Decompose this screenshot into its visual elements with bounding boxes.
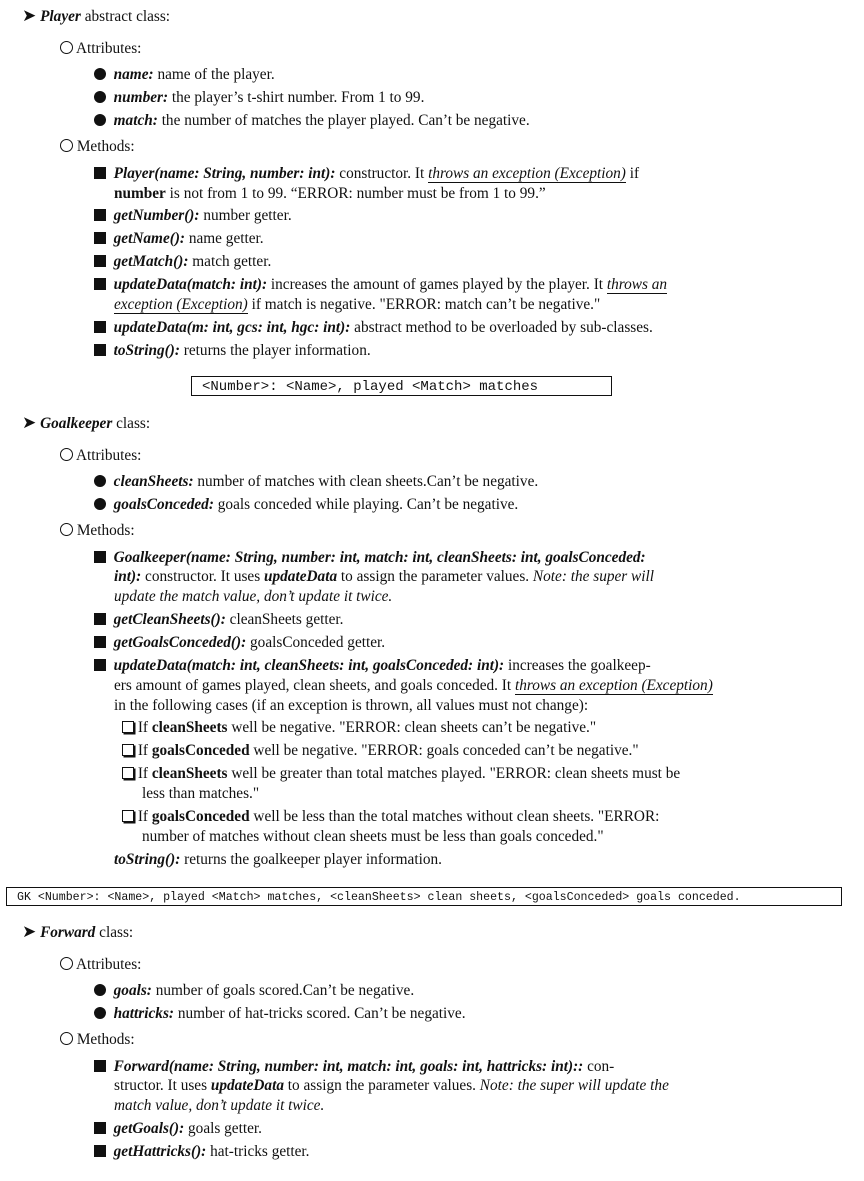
hollow-circle-icon (60, 139, 73, 152)
hollow-square-icon (122, 721, 134, 733)
player-method-getmatch: getMatch(): match getter. (94, 252, 271, 272)
hollow-circle-icon (60, 957, 73, 970)
forward-method-constructor-cont: structor. It uses updateData to assign the parameter values. Note: the super will update the (114, 1077, 669, 1094)
goalkeeper-condition-3: If cleanSheets well be greater than total matches played. "ERROR: clean sheets must be (122, 764, 680, 784)
player-attr-match: match: the number of matches the player played. Can’t be negative. (94, 111, 530, 131)
hollow-circle-icon (60, 1032, 73, 1045)
player-method-updatedata-cont: exception (Exception) if match is negative. "ERROR: match can’t be negative." (114, 296, 601, 313)
player-method-updatedata: updateData(match: int): increases the amount of games played by the player. It throws an (94, 275, 667, 295)
forward-method-gethattricks: getHattricks(): hat-tricks getter. (94, 1142, 310, 1162)
forward-attr-hattricks: hattricks: number of hat-tricks scored. Can’t be negative. (94, 1004, 466, 1024)
square-bullet-icon (94, 167, 106, 179)
player-method-constructor: Player(name: String, number: int): constructor. It throws an exception (Exception) if (94, 164, 639, 184)
arrow-icon: ➤ (22, 922, 37, 942)
goalkeeper-method-updatedata-line3: in the following cases (if an exception is thrown, all values must not change): (114, 697, 589, 714)
square-bullet-icon (94, 613, 106, 625)
player-attr-number: number: the player’s t-shirt number. From 1 to 99. (94, 88, 424, 108)
forward-method-constructor-note: match value, don’t update it twice. (114, 1097, 325, 1114)
goalkeeper-method-tostring: toString(): returns the goalkeeper player information. (114, 851, 442, 868)
goalkeeper-tostring-format: GK <Number>: <Name>, played <Match> matches, <cleanSheets> clean sheets, <goalsConceded> goals conceded. (6, 887, 842, 906)
bullet-icon (94, 498, 106, 510)
goalkeeper-method-updatedata: updateData(match: int, cleanSheets: int, goalsConceded: int): increases the goalkeep- (94, 656, 651, 676)
bullet-icon (94, 68, 106, 80)
square-bullet-icon (94, 255, 106, 267)
bullet-icon (94, 1007, 106, 1019)
player-method-getnumber: getNumber(): number getter. (94, 206, 292, 226)
square-bullet-icon (94, 1060, 106, 1072)
hollow-circle-icon (60, 41, 73, 54)
forward-heading: ➤ Forward class: (22, 922, 134, 942)
goalkeeper-condition-4: If goalsConceded well be less than the total matches without clean sheets. "ERROR: (122, 807, 659, 827)
square-bullet-icon (94, 232, 106, 244)
hollow-circle-icon (60, 448, 73, 461)
forward-attr-goals: goals: number of goals scored.Can’t be negative. (94, 981, 414, 1001)
forward-methods-label: Methods: (60, 1030, 135, 1050)
player-heading: ➤ Player abstract class: (22, 6, 171, 26)
bullet-icon (94, 114, 106, 126)
hollow-square-icon (122, 810, 134, 822)
goalkeeper-method-getcleansheets: getCleanSheets(): cleanSheets getter. (94, 610, 344, 630)
player-method-tostring: toString(): returns the player information. (94, 341, 371, 361)
forward-attributes-label: Attributes: (60, 955, 141, 975)
goalkeeper-method-updatedata-line2: ers amount of games played, clean sheets, and goals conceded. It throws an exception (Exception) (114, 677, 713, 694)
goalkeeper-method-constructor: Goalkeeper(name: String, number: int, match: int, cleanSheets: int, goalsConceded: (94, 548, 646, 568)
square-bullet-icon (94, 321, 106, 333)
arrow-icon: ➤ (22, 413, 37, 433)
square-bullet-icon (94, 659, 106, 671)
bullet-icon (94, 984, 106, 996)
goalkeeper-condition-2: If goalsConceded well be negative. "ERROR: goals conceded can’t be negative." (122, 741, 639, 761)
player-methods-label: Methods: (60, 137, 135, 157)
hollow-circle-icon (60, 523, 73, 536)
player-attr-name: name: name of the player. (94, 65, 275, 85)
arrow-icon: ➤ (22, 6, 37, 26)
player-method-constructor-cont: number is not from 1 to 99. “ERROR: number must be from 1 to 99.” (114, 185, 546, 202)
square-bullet-icon (94, 551, 106, 563)
player-method-updatedata-abstract: updateData(m: int, gcs: int, hgc: int): abstract method to be overloaded by sub-classes. (94, 318, 653, 338)
goalkeeper-methods-label: Methods: (60, 521, 135, 541)
hollow-square-icon (122, 767, 134, 779)
goalkeeper-method-constructor-note: update the match value, don’t update it twice. (114, 588, 393, 605)
goalkeeper-method-constructor-cont: int): constructor. It uses updateData to assign the parameter values. Note: the super will (114, 568, 655, 585)
square-bullet-icon (94, 636, 106, 648)
forward-method-constructor: Forward(name: String, number: int, match: int, goals: int, hattricks: int):: con- (94, 1057, 614, 1077)
player-tostring-format: <Number>: <Name>, played <Match> matches (191, 376, 612, 396)
square-bullet-icon (94, 1122, 106, 1134)
goalkeeper-method-getgoalsconceded: getGoalsConceded(): goalsConceded getter. (94, 633, 385, 653)
player-method-getname: getName(): name getter. (94, 229, 264, 249)
goalkeeper-attr-goalsconceded: goalsConceded: goals conceded while playing. Can’t be negative. (94, 495, 518, 515)
square-bullet-icon (94, 209, 106, 221)
hollow-square-icon (122, 744, 134, 756)
player-attributes-label: Attributes: (60, 39, 141, 59)
goalkeeper-attr-cleansheets: cleanSheets: number of matches with clean sheets.Can’t be negative. (94, 472, 538, 492)
goalkeeper-condition-3-cont: less than matches." (142, 785, 260, 802)
goalkeeper-condition-1: If cleanSheets well be negative. "ERROR: clean sheets can’t be negative." (122, 718, 596, 738)
square-bullet-icon (94, 278, 106, 290)
bullet-icon (94, 475, 106, 487)
square-bullet-icon (94, 344, 106, 356)
goalkeeper-condition-4-cont: number of matches without clean sheets must be less than goals conceded." (142, 828, 604, 845)
forward-method-getgoals: getGoals(): goals getter. (94, 1119, 262, 1139)
bullet-icon (94, 91, 106, 103)
goalkeeper-attributes-label: Attributes: (60, 446, 141, 466)
square-bullet-icon (94, 1145, 106, 1157)
goalkeeper-heading: ➤ Goalkeeper class: (22, 413, 151, 433)
